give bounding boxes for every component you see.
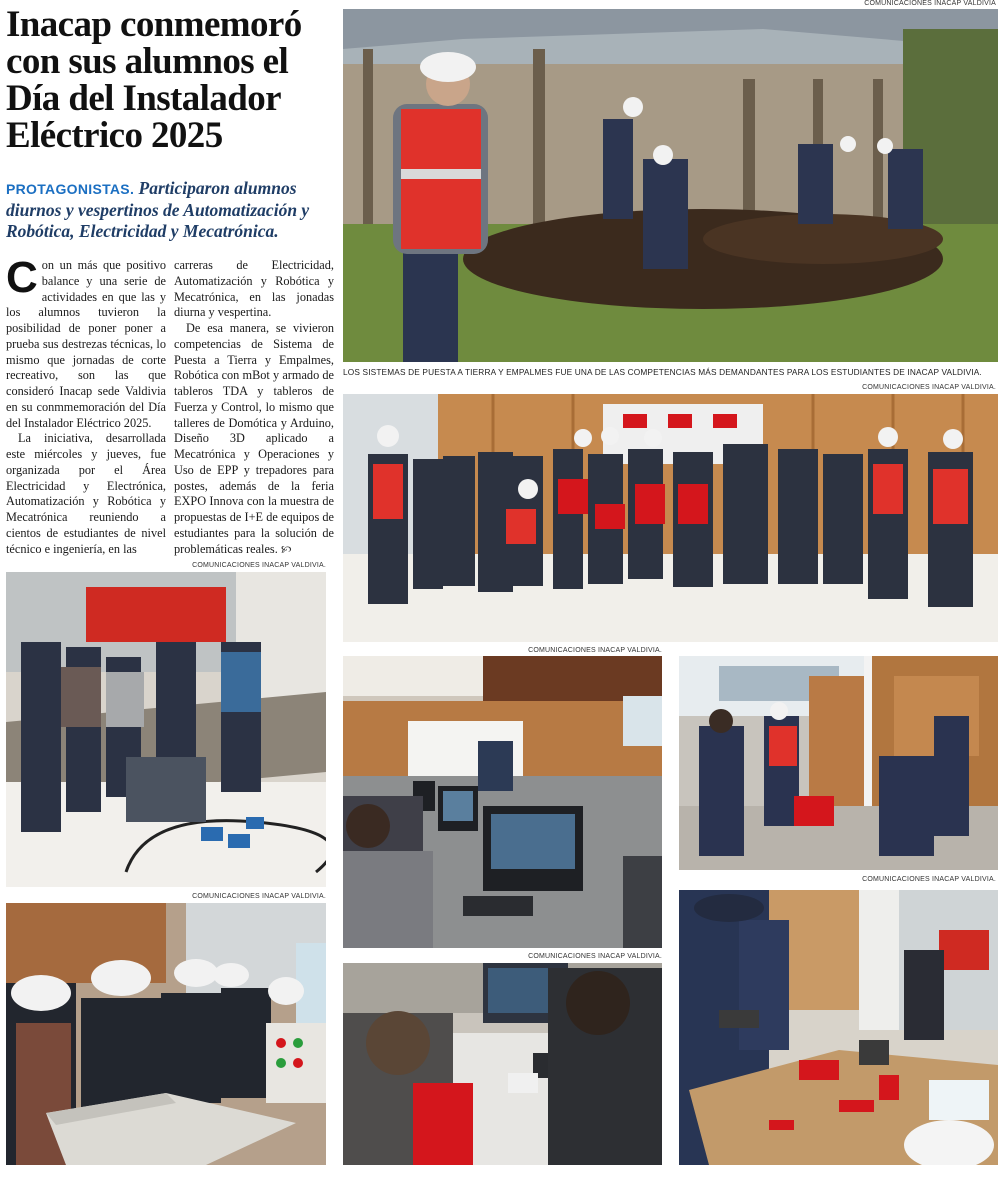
main-photo-caption: LOS SISTEMAS DE PUESTA A TIERRA Y EMPALMES FUE UNA DE LAS COMPETENCIAS MÁS DEMANDANTES PARA LOS ESTUDIANTES DE INACAP VALDIVIA.: [343, 367, 982, 377]
lead-text: Participaron alumnos diurnos y vespertinos de Automatización y Robótica, Electricidad y Mecatrónica.: [6, 178, 310, 241]
photo-credit-control: COMUNICACIONES INACAP VALDIVIA.: [192, 893, 326, 900]
photo-credit-tools: COMUNICACIONES INACAP VALDIVIA.: [862, 876, 996, 883]
body-paragraph-4: De esa manera, se vivieron competencias de Sistema de Puesta a Tierra y Empalmes, Robótica con mBot y armado de tableros TDA y tableros de Fuerza y Control, lo mismo que talleres de Domótica y Arduino, Diseño 3D aplicado a Mecatrónica y Operaciones y Uso de EPP y trepadores para postes, además de la feria EXPO Innova con la muestra de propuestas de I+E de equipos de estudiantes para la solución de problemáticas reales.: [174, 321, 334, 556]
body-paragraph-3: carreras de Electricidad, Automatización y Robótica y Mecatrónica, en las jonadas diurna y vespertina.: [174, 258, 334, 320]
photo-arduino-workshop: [343, 963, 662, 1165]
photo-credit-main: COMUNICACIONES INACAP VALDIVIA: [864, 0, 996, 7]
photo-credit-lab: COMUNICACIONES INACAP VALDIVIA.: [528, 647, 662, 654]
photo-credit-arduino: COMUNICACIONES INACAP VALDIVIA.: [528, 953, 662, 960]
lead-paragraph: [6, 178, 336, 242]
photo-panel-assembly: [679, 656, 998, 870]
photo-control-panel: [6, 903, 326, 1165]
photo-robotics-mbot: [6, 572, 326, 887]
kicker-label: PROTAGONISTAS.: [6, 181, 135, 197]
photo-credit-group: COMUNICACIONES INACAP VALDIVIA.: [862, 384, 996, 391]
photo-credit-robotics: COMUNICACIONES INACAP VALDIVIA.: [192, 562, 326, 569]
photo-computer-lab: [343, 656, 662, 948]
end-mark-icon: 🙡: [280, 542, 292, 556]
drop-cap: C: [6, 253, 38, 302]
photo-grounding-competition: [343, 9, 998, 362]
body-paragraph-1: on un más que positivo balance y una serie de actividades en que las y los alumnos tuvieron la posibilidad de poner poner a prueba sus destrezas técnicas, lo mismo que jornadas de corte recreativo, son las que consideró Inacap sede Valdivia en su conmmemoración del Día del Instalador Eléctrico 2025.: [6, 258, 166, 430]
body-column-1: [6, 253, 166, 557]
body-paragraph-2: La iniciativa, desarrollada este miércoles y jueves, fue organizada por el Área Electricidad y Electrónica, Automatización y Robótica y Mecatrónica reuniendo a cientos de estudiantes de nivel técnico e ingeniería, en las: [6, 431, 166, 556]
headline: Inacap conmemoró con sus alumnos el Día del Instalador Eléctrico 2025: [6, 4, 302, 156]
photo-tools-workshop: [679, 890, 998, 1165]
body-column-2: [174, 258, 334, 557]
photo-group-students: [343, 394, 998, 642]
